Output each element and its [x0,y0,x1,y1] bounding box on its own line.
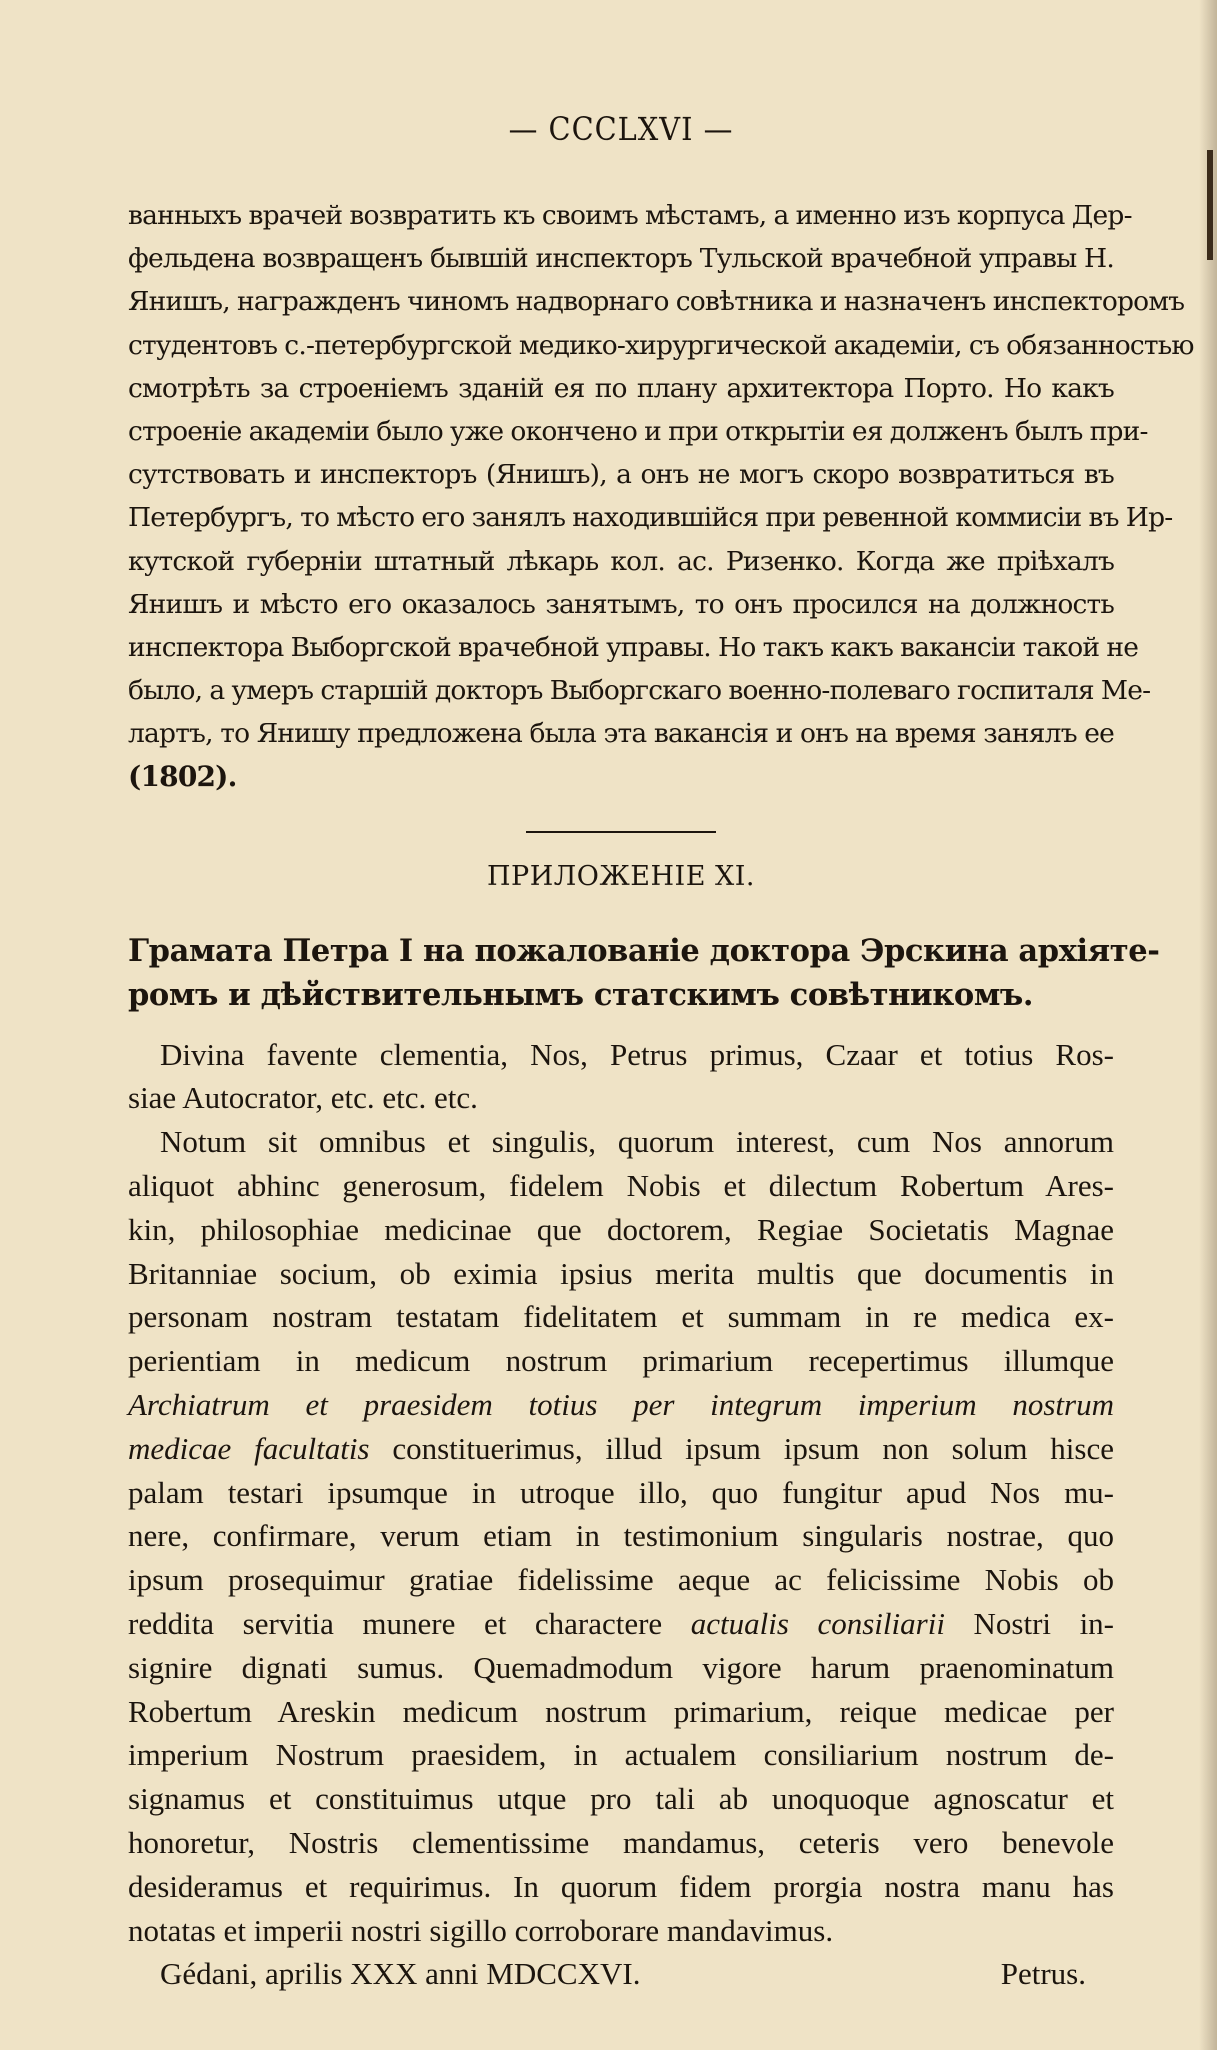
heading-line: ромъ и дѣйствительнымъ статскимъ совѣтникомъ. [128,976,1034,1013]
latin-line: personam nostram testatam fidelitatem et summam in re medica ex- [128,1299,1114,1335]
document-heading [128,929,1160,1017]
latin-charter-text [128,1033,1114,1997]
latin-line: signamus et constituimus utque pro tali ab unoquoque agnoscatur et [128,1781,1114,1817]
text-segment: constituerimus, illud ipsum ipsum non solum hisce [369,1430,1114,1466]
signature: Petrus. [1000,1956,1086,1992]
latin-line-italic [128,1383,1114,1427]
italic-phrase: medicae facultatis [128,1430,370,1466]
italic-phrase: Archiatrum et praesidem totius per integrum imperium nostrum [128,1387,1114,1422]
latin-line: ipsum prosequimur gratiae fidelissime aeque ac felicissime Nobis ob [128,1562,1114,1598]
text-line: Янишъ и мѣсто его оказалось занятымъ, то онъ просился на должность [128,588,1114,620]
text-segment: Nostri in- [944,1605,1115,1641]
text-line: лартъ, то Янишу предложена была эта вакансія и онъ на время занялъ ее [128,718,1114,750]
document-page [128,0,1194,2050]
latin-line: kin, philosophiae medicinae que doctorem, Regiae Societatis Magnae [128,1211,1114,1247]
text-line: было, а умеръ старшій докторъ Выборгскаго военно-полеваго госпиталя Ме- [128,675,1151,707]
text-line: кутской губерніи штатный лѣкарь кол. ас. Ризенко. Когда же пріѣхалъ [128,545,1114,577]
text-line: Петербургъ, то мѣсто его занялъ находившійся при ревенной коммисіи въ Ир- [128,502,1173,534]
date-and-signature [128,1952,1114,1996]
running-head: — CCCLXVI — [508,110,734,148]
latin-line: Robertum Areskin medicum nostrum primarium, reique medicae per [128,1693,1114,1729]
latin-line: desideramus et requirimus. In quorum fidem prorgia nostra manu has [128,1868,1114,1904]
latin-line: notatas et imperii nostri sigillo corroborare mandavimus. [128,1912,834,1948]
latin-line: signire dignati sumus. Quemadmodum vigore harum praenominatum [128,1649,1114,1685]
latin-line [128,1602,1114,1646]
place-date: Gédani, aprilis XXX anni MDCCXVI. [160,1956,641,1992]
latin-line: perientiam in medicum nostrum primarium recepertimus illumque [128,1343,1114,1379]
latin-line: nere, confirmare, verum etiam in testimonium singularis nostrae, quo [128,1518,1114,1554]
page-edge-shadow [1199,0,1217,2050]
latin-line: imperium Nostrum praesidem, in actualem consiliarium nostrum de- [128,1737,1114,1773]
latin-line: siae Autocrator, etc. etc. etc. [128,1080,478,1116]
text-line: инспектора Выборгской врачебной управы. Но такъ какъ вакансіи такой не [128,631,1139,663]
latin-line: Notum sit omnibus et singulis, quorum interest, cum Nos annorum [160,1124,1114,1160]
text-line: ванныхъ врачей возвратить къ своимъ мѣстамъ, а именно изъ корпуса Дер- [128,200,1132,231]
latin-line: Britanniae socium, ob eximia ipsius merita multis que documentis in [128,1255,1114,1291]
text-line-year: (1802). [128,760,237,794]
text-line: сутствовать и инспекторъ (Янишъ), а онъ не могъ скоро возвратиться въ [128,459,1114,491]
latin-line: Divina favente clementia, Nos, Petrus primus, Czaar et totius Ros- [160,1036,1114,1072]
text-line: строеніе академіи было уже окончено и при открытіи ея долженъ былъ при- [128,415,1148,447]
text-line: Янишъ, награжденъ чиномъ надворнаго совѣтника и назначенъ инспекторомъ [128,286,1185,318]
latin-line [128,1427,1114,1471]
appendix-title: ПРИЛОЖЕНІЕ XI. [487,860,755,892]
text-line: фельдена возвращенъ бывшій инспекторъ Тульской врачебной управы Н. [128,243,1114,275]
latin-line: aliquot abhinc generosum, fidelem Nobis et dilectum Robertum Ares- [128,1168,1114,1204]
section-divider [526,831,716,833]
russian-paragraph [128,194,1194,799]
italic-phrase: actualis consiliarii [690,1605,945,1641]
latin-line: palam testari ipsumque in utroque illo, quo fungitur apud Nos mu- [128,1474,1114,1510]
text-line: студентовъ с.-петербургской медико-хирургической академіи, съ обязанностью [128,329,1194,361]
latin-line: honoretur, Nostris clementissime mandamus, ceteris vero benevole [128,1824,1114,1860]
text-line: смотрѣть за строеніемъ зданій ея по плану архитектора Порто. Но какъ [128,372,1114,404]
text-segment: reddita servitia munere et charactere [128,1605,691,1641]
heading-line: Грамата Петра I на пожалованіе доктора Эрскина архіяте- [128,932,1160,969]
page-edge-mark [1207,150,1213,260]
